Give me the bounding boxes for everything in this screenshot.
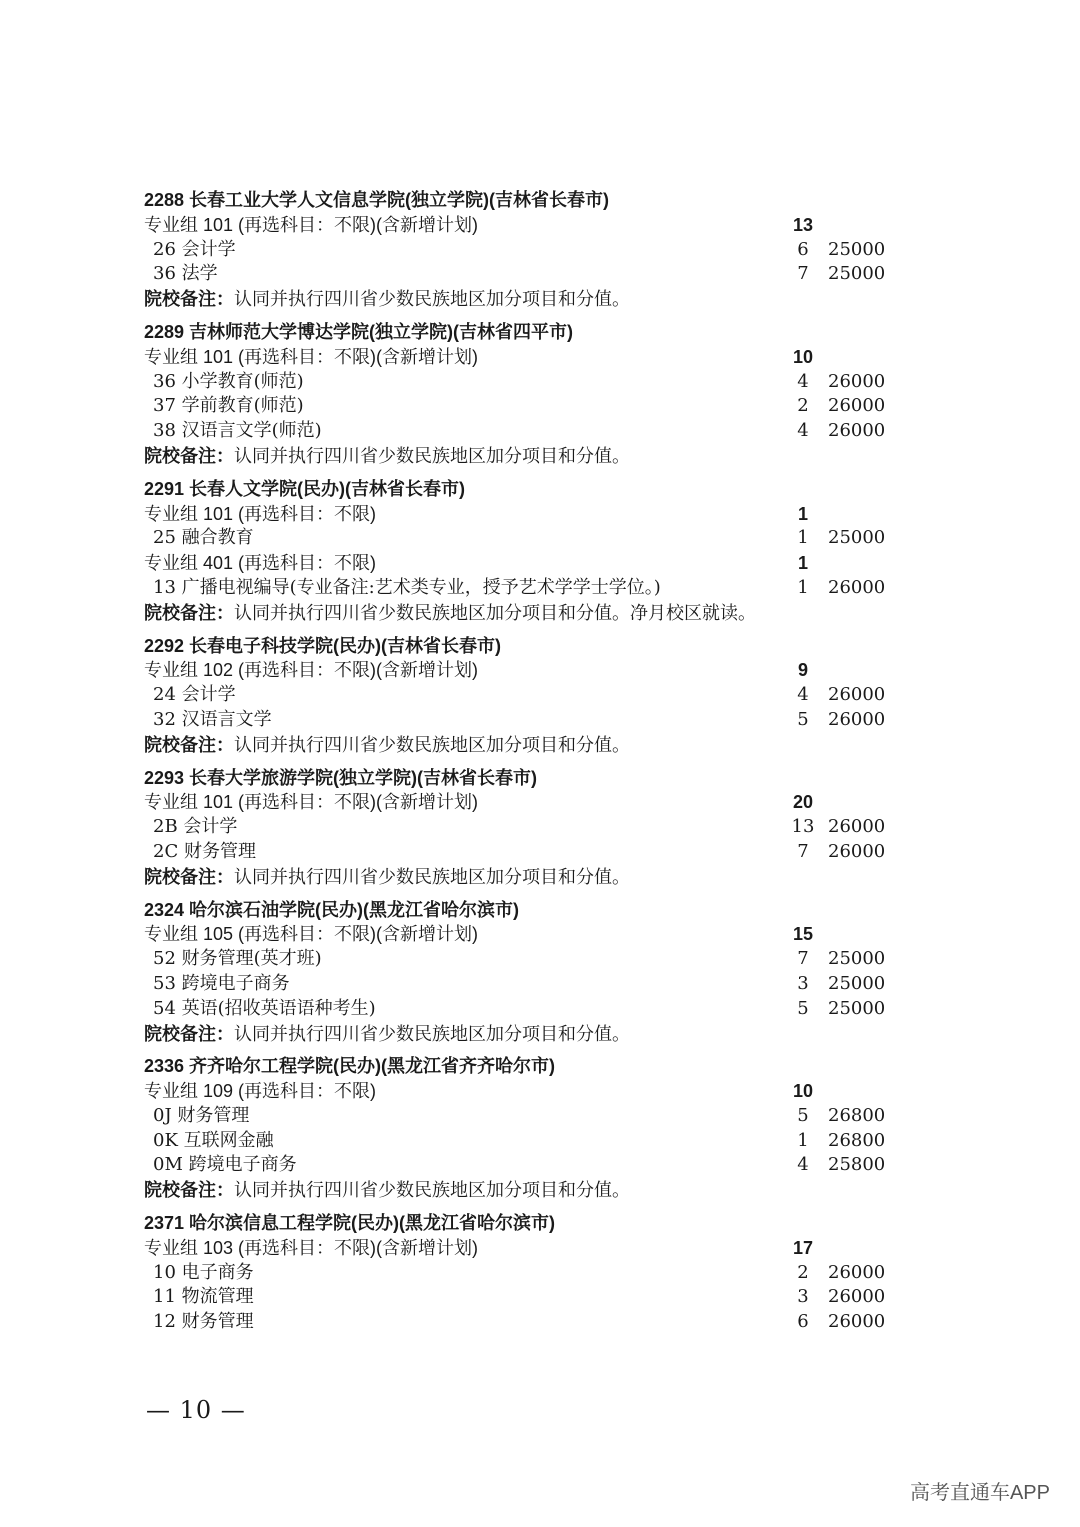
school-note-label: 院校备注： xyxy=(144,734,234,755)
major-row xyxy=(144,1310,904,1335)
major-group-title: 专业组 101 (再选科目：不限) xyxy=(144,503,377,524)
major-group-row xyxy=(144,1079,904,1104)
major-plan-count: 7 xyxy=(797,840,809,862)
major-group-title: 专业组 101 (再选科目：不限)(含新增计划) xyxy=(144,214,479,235)
major-name: 13 广播电视编导(专业备注:艺术类专业，授予艺术学学士学位。) xyxy=(153,576,661,598)
school-note-label: 院校备注： xyxy=(144,1023,234,1044)
tuition-fee: 26000 xyxy=(828,1311,886,1333)
major-name: 11 物流管理 xyxy=(153,1286,254,1308)
major-plan-count: 4 xyxy=(797,1154,809,1176)
page-number: — 10 — xyxy=(146,1396,246,1424)
major-row xyxy=(144,262,904,287)
major-row xyxy=(144,815,904,840)
major-name: 2B 会计学 xyxy=(153,816,238,838)
enrollment-plan-list xyxy=(144,188,904,1335)
major-group-row xyxy=(144,658,904,683)
major-plan-count: 6 xyxy=(797,1311,809,1333)
block-spacer xyxy=(144,1203,904,1211)
school-block xyxy=(144,188,904,312)
major-name: 38 汉语言文学(师范) xyxy=(153,420,322,442)
major-plan-count: 5 xyxy=(797,997,809,1019)
major-plan-count: 7 xyxy=(797,948,809,970)
major-row xyxy=(144,1285,904,1310)
school-note xyxy=(144,287,904,312)
tuition-fee: 26000 xyxy=(828,708,886,730)
major-plan-count: 13 xyxy=(791,816,815,838)
tuition-fee: 26000 xyxy=(828,1261,886,1283)
major-name: 53 跨境电子商务 xyxy=(153,972,290,994)
major-name: 52 财务管理(英才班) xyxy=(153,948,322,970)
major-group-row xyxy=(144,551,904,576)
school-note-text: 认同并执行四川省少数民族地区加分项目和分值。净月校区就读。 xyxy=(234,602,756,624)
major-row xyxy=(144,997,904,1022)
major-plan-count: 4 xyxy=(797,420,809,442)
school-note xyxy=(144,1022,904,1047)
major-name: 0M 跨境电子商务 xyxy=(153,1154,297,1176)
major-name: 36 法学 xyxy=(153,263,218,285)
tuition-fee: 25000 xyxy=(828,948,886,970)
tuition-fee: 26000 xyxy=(828,370,886,392)
major-row xyxy=(144,1153,904,1178)
major-group-row xyxy=(144,1236,904,1261)
major-name: 12 财务管理 xyxy=(153,1311,254,1333)
major-name: 0J 财务管理 xyxy=(153,1104,250,1126)
major-plan-count: 5 xyxy=(797,708,809,730)
major-row xyxy=(144,1104,904,1129)
major-group-row xyxy=(144,922,904,947)
block-spacer xyxy=(144,890,904,898)
major-plan-count: 2 xyxy=(797,395,809,417)
major-group-title: 专业组 401 (再选科目：不限) xyxy=(144,553,377,574)
major-group-title: 专业组 101 (再选科目：不限)(含新增计划) xyxy=(144,792,479,813)
school-block xyxy=(144,320,904,469)
major-group-title: 专业组 103 (再选科目：不限)(含新增计划) xyxy=(144,1237,479,1258)
group-plan-count: 9 xyxy=(797,660,808,681)
school-note xyxy=(144,733,904,758)
major-row xyxy=(144,419,904,444)
block-spacer xyxy=(144,1046,904,1054)
tuition-fee: 25000 xyxy=(828,997,886,1019)
tuition-fee: 26000 xyxy=(828,840,886,862)
group-plan-count: 20 xyxy=(792,792,814,813)
tuition-fee: 26000 xyxy=(828,1286,886,1308)
major-plan-count: 5 xyxy=(797,1104,809,1126)
school-block xyxy=(144,477,904,626)
school-note-label: 院校备注： xyxy=(144,866,234,887)
school-note-label: 院校备注： xyxy=(144,1180,234,1201)
school-block xyxy=(144,766,904,890)
tuition-fee: 25000 xyxy=(828,972,886,994)
major-plan-count: 1 xyxy=(797,1129,809,1151)
school-header: 2292 长春电子科技学院(民办)(吉林省长春市) xyxy=(144,635,502,656)
major-group-row xyxy=(144,502,904,527)
block-spacer xyxy=(144,626,904,634)
tuition-fee: 25000 xyxy=(828,238,886,260)
watermark-text: 高考直通车APP xyxy=(909,1482,1050,1504)
major-row xyxy=(144,840,904,865)
tuition-fee: 26800 xyxy=(828,1129,886,1151)
school-block xyxy=(144,634,904,758)
major-plan-count: 6 xyxy=(797,238,809,260)
school-note-text: 认同并执行四川省少数民族地区加分项目和分值。 xyxy=(234,1180,630,1202)
school-block xyxy=(144,898,904,1047)
group-plan-count: 13 xyxy=(792,214,814,235)
major-plan-count: 3 xyxy=(797,972,809,994)
major-row xyxy=(144,972,904,997)
major-name: 37 学前教育(师范) xyxy=(153,395,304,417)
school-note-text: 认同并执行四川省少数民族地区加分项目和分值。 xyxy=(234,289,630,311)
block-spacer xyxy=(144,758,904,766)
tuition-fee: 26000 xyxy=(828,816,886,838)
major-group-title: 专业组 109 (再选科目：不限) xyxy=(144,1081,377,1102)
tuition-fee: 25000 xyxy=(828,527,886,549)
school-header: 2288 长春工业大学人文信息学院(独立学院)(吉林省长春市) xyxy=(144,190,610,210)
school-block xyxy=(144,1054,904,1203)
major-group-row xyxy=(144,790,904,815)
major-row xyxy=(144,576,904,601)
major-group-row xyxy=(144,213,904,238)
major-plan-count: 4 xyxy=(797,370,809,392)
block-spacer xyxy=(144,469,904,477)
major-name: 0K 互联网金融 xyxy=(153,1129,274,1151)
major-row xyxy=(144,238,904,263)
tuition-fee: 25000 xyxy=(828,263,886,285)
major-row xyxy=(144,1261,904,1286)
major-group-row xyxy=(144,345,904,370)
major-name: 2C 财务管理 xyxy=(153,840,256,862)
school-note-text: 认同并执行四川省少数民族地区加分项目和分值。 xyxy=(234,734,630,756)
block-spacer xyxy=(144,312,904,320)
school-header: 2293 长春大学旅游学院(独立学院)(吉林省长春市) xyxy=(144,767,538,788)
school-note xyxy=(144,444,904,469)
major-row xyxy=(144,1129,904,1154)
school-note xyxy=(144,865,904,890)
tuition-fee: 26800 xyxy=(828,1104,886,1126)
school-note xyxy=(144,1178,904,1203)
major-row xyxy=(144,947,904,972)
tuition-fee: 26000 xyxy=(828,576,886,598)
major-name: 24 会计学 xyxy=(153,684,236,706)
school-note-text: 认同并执行四川省少数民族地区加分项目和分值。 xyxy=(234,445,630,467)
school-header: 2289 吉林师范大学博达学院(独立学院)(吉林省四平市) xyxy=(144,321,574,342)
major-name: 10 电子商务 xyxy=(153,1261,254,1283)
school-note-label: 院校备注： xyxy=(144,445,234,466)
school-note-label: 院校备注： xyxy=(144,289,234,310)
school-header: 2336 齐齐哈尔工程学院(民办)(黑龙江省齐齐哈尔市) xyxy=(144,1056,556,1077)
school-header: 2324 哈尔滨石油学院(民办)(黑龙江省哈尔滨市) xyxy=(144,899,520,920)
major-row xyxy=(144,683,904,708)
major-plan-count: 1 xyxy=(797,527,809,549)
school-header: 2371 哈尔滨信息工程学院(民办)(黑龙江省哈尔滨市) xyxy=(144,1213,556,1234)
major-group-title: 专业组 105 (再选科目：不限)(含新增计划) xyxy=(144,924,479,945)
tuition-fee: 26000 xyxy=(828,395,886,417)
major-row xyxy=(144,394,904,419)
major-name: 32 汉语言文学 xyxy=(153,708,272,730)
major-row xyxy=(144,708,904,733)
major-group-title: 专业组 102 (再选科目：不限)(含新增计划) xyxy=(144,660,479,681)
major-name: 36 小学教育(师范) xyxy=(153,370,304,392)
tuition-fee: 26000 xyxy=(828,420,886,442)
school-block xyxy=(144,1211,904,1335)
school-note-text: 认同并执行四川省少数民族地区加分项目和分值。 xyxy=(234,866,630,888)
major-row xyxy=(144,526,904,551)
group-plan-count: 10 xyxy=(792,1081,814,1102)
school-note-text: 认同并执行四川省少数民族地区加分项目和分值。 xyxy=(234,1023,630,1045)
major-group-title: 专业组 101 (再选科目：不限)(含新增计划) xyxy=(144,346,479,367)
group-plan-count: 10 xyxy=(792,346,814,367)
major-plan-count: 3 xyxy=(797,1286,809,1308)
major-plan-count: 2 xyxy=(797,1261,809,1283)
school-note xyxy=(144,601,904,626)
school-header: 2291 长春人文学院(民办)(吉林省长春市) xyxy=(144,478,466,499)
major-plan-count: 7 xyxy=(797,263,809,285)
major-name: 54 英语(招收英语语种考生) xyxy=(153,997,376,1019)
group-plan-count: 15 xyxy=(792,924,814,945)
major-plan-count: 1 xyxy=(797,576,809,598)
group-plan-count: 1 xyxy=(797,553,808,574)
school-note-label: 院校备注： xyxy=(144,602,234,623)
major-row xyxy=(144,370,904,395)
group-plan-count: 17 xyxy=(792,1237,814,1258)
major-name: 26 会计学 xyxy=(153,238,236,260)
major-plan-count: 4 xyxy=(797,684,809,706)
major-name: 25 融合教育 xyxy=(153,527,254,549)
tuition-fee: 26000 xyxy=(828,684,886,706)
tuition-fee: 25800 xyxy=(828,1154,886,1176)
group-plan-count: 1 xyxy=(797,503,808,524)
